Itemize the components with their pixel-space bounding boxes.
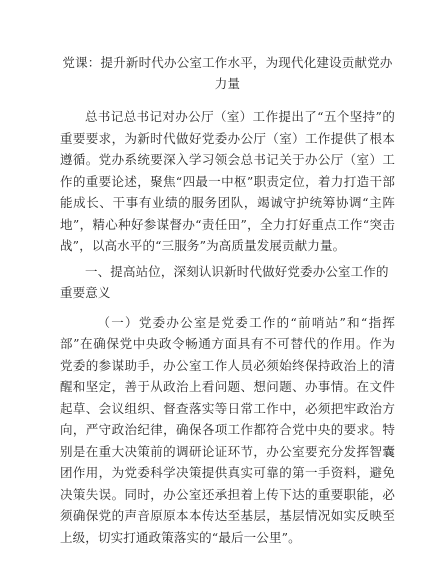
document-title: 党课：提升新时代办公室工作水平，为现代化建设贡献党办力量 (62, 55, 393, 91)
document-page (60, 52, 395, 552)
intro-paragraph: 总书记总书记对办公厅（室）工作提出了“五个坚持”的重要要求，为新时代做好党委办公厅（室）工作提供了根本遵循。党办系统要深入学习领会总书记关于办公厅（室）工作的重要论述，聚焦“四最一中枢”职责定位，着力打造干部能成长、干事有业绩的服务团队，竭诚守护统筹协调“主阵地”，精心种好参谋督办“责任田”，全力打好重点工作“突击战”，以高水平的“三服务”为高质量发展贡献力量。 (60, 109, 395, 253)
section-heading: 一、提高站位，深刻认识新时代做好党委办公室工作的重要意义 (60, 263, 389, 300)
subsection-paragraph: （一）党委办公室是党委工作的“前哨站”和“指挥部”在确保党中央政令畅通方面具有不可替代的作用。作为党委的参谋助手，办公室工作人员必须始终保持政治上的清醒和坚定，善于从政治上看问题、想问题、办事情。在文件起草、会议组织、督查落实等日常工作中，必须把牢政治方向，严守政治纪律，确保各项工作都符合党中央的要求。特别是在重大决策前的调研论证环节，办公室要充分发挥智囊团作用，为党委科学决策提供真实可靠的第一手资料，避免决策失误。同时，办公室还承担着上传下达的重要职能，必须确保党的声音原原本本传达至基层，基层情况如实反映至上级，切实打通政策落实的“最后一公里”。 (60, 314, 395, 545)
